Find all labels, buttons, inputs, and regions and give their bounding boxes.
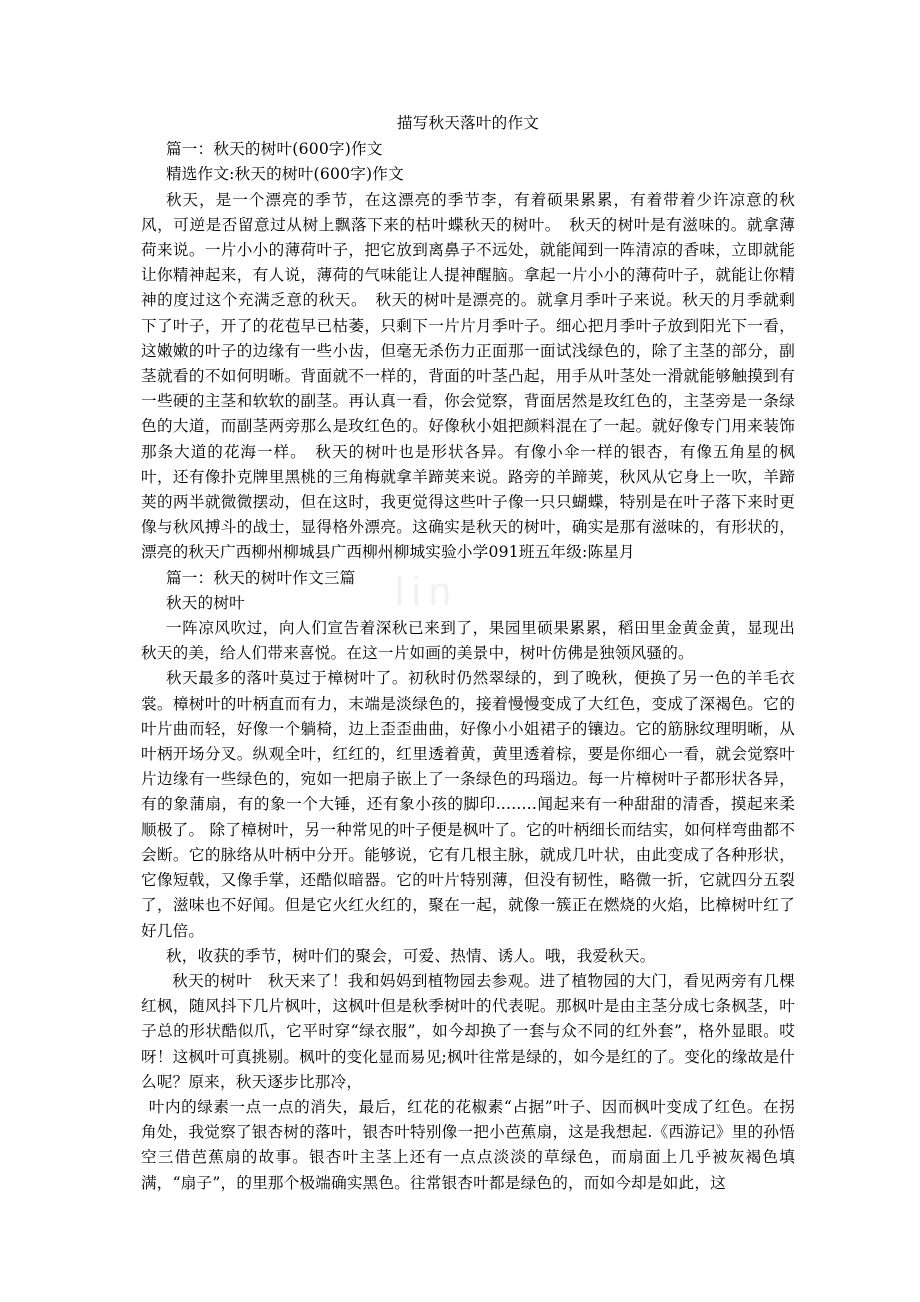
section-heading: 篇一：秋天的树叶作文三篇 (165, 568, 356, 587)
section-heading: 篇一：秋天的树叶(600字)作文 (165, 140, 383, 159)
body-paragraph: 秋天，是一个漂亮的季节，在这漂亮的季节李，有着硕果累累，有着带着少许凉意的秋风，可逆是否留意过从树上飘落下来的枯叶蝶秋天的树叶。 秋天的树叶是有滋味的。就拿薄荷来说。一片小小的薄荷叶子，把它放到离鼻子不远处，就能闻到一阵清凉的香味，立即就能让你精神起来，有人说，薄荷的气味能让人提神醒脑。拿起一片小小的薄荷叶子，就能让你精神的度过这个充满乏意的秋天。 秋天的树叶是漂亮的。就拿月季叶子来说。秋天的月季就剩下了叶子，开了的花苞早已枯萎，只剩下一片片月季叶子。细心把月季叶子放到阳光下一看，这嫩嫩的叶子的边缘有一些小齿，但毫无杀伤力正面那一面试浅绿色的，除了主茎的部分，副茎就看的不如何明晰。背面就不一样的，背面的叶茎凸起，用手从叶茎处一滑就能够触摸到有一些硬的主茎和软软的副茎。再认真一看，你会觉察，背面居然是玫红色的，主茎旁是一条绿色的大道，而副茎两旁那么是玫红色的。好像秋小姐把颜料混在了一起。就好像专门用来装饰那条大道的花海一样。 秋天的树叶也是形状各异。有像小伞一样的银杏，有像五角星的枫叶，还有像扑克牌里黑桃的三角梅就拿羊蹄荚来说。路旁的羊蹄荚，秋风从它身上一吹，羊蹄荚的两半就微微摆动，但在这时，我更觉得这些叶子像一只只蝴蝶，特别是在叶子落下来时更像与秋风搏斗的战士，显得格外漂亮。这确实是秋天的树叶，确实是那有滋味的，有形状的，漂亮的秋天广西柳州柳城县广西柳州柳城实验小学091班五年级:陈星月 (141, 190, 795, 562)
body-paragraph: 叶内的绿素一点一点的消失，最后，红花的花椒素“占据”叶子、因而枫叶变成了红色。在拐角处，我觉察了银杏树的落叶，银杏叶特别像一把小芭蕉扇，这是我想起.《西游记》里的孙悟空三借芭蕉扇的故事。银杏叶主茎上还有一点点淡淡的草绿色，而扇面上几乎被灰褐色填满，“扇子”，的里那个极端确实黑色。往常银杏叶都是绿色的，而如今却是如此，这 (141, 1097, 795, 1192)
document-title: 描写秋天落叶的作文 (396, 114, 540, 132)
document-page (141, 111, 795, 1196)
section-subheading: 精选作文:秋天的树叶(600字)作文 (165, 165, 404, 184)
watermark: lin (395, 570, 460, 614)
body-paragraph: 一阵凉风吹过，向人们宣告着深秋已来到了，果园里硕果累累，稻田里金黄金黄，显现出秋天的美，给人们带来喜悦。在这一片如画的美景中，树叶仿佛是独领风骚的。 (141, 619, 795, 663)
essay-title: 秋天的树叶 (165, 593, 245, 612)
body-paragraph: 秋，收获的季节，树叶们的聚会，可爱、热情、诱人。哦，我爱秋天。 (165, 946, 656, 965)
body-paragraph: 秋天的树叶 秋天来了！我和妈妈到植物园去参观。进了植物园的大门，看见两旁有几棵红枫，随风抖下几片枫叶，这枫叶但是秋季树叶的代表呢。那枫叶是由主茎分成七条枫茎，叶子总的形状酷似爪，它平时穿“绿衣服”，如今却换了一套与众不同的红外套”，格外显眼。哎呀！这枫叶可真挑剔。枫叶的变化显而易见;枫叶往常是绿的，如今是红的了。变化的缘故是什么呢？原来，秋天逐步比那冷， (141, 971, 795, 1091)
body-paragraph: 秋天最多的落叶莫过于樟树叶了。初秋时仍然翠绿的，到了晚秋，便换了另一色的羊毛衣裳。樟树叶的叶柄直而有力，末端是淡绿色的，接着慢慢变成了大红色，变成了深褐色。它的叶片曲而轻，好像一个躺椅，边上歪歪曲曲，好像小小姐裙子的镶边。它的筋脉纹理明晰，从叶柄开场分叉。纵观全叶，红红的，红里透着黄，黄里透着棕，要是你细心一看，就会觉察叶片边缘有一些绿色的，宛如一把扇子嵌上了一条绿色的玛瑙边。每一片樟树叶子都形状各异，有的象蒲扇，有的象一个大锤，还有象小孩的脚印........闻起来有一种甜甜的清香，摸起来柔顺极了。 除了樟树叶，另一种常见的叶子便是枫叶了。它的叶柄细长而结实，如何样弯曲都不会断。它的脉络从叶柄中分开。能够说，它有几根主脉，就成几叶状，由此变成了各种形状，它像短戟，又像手掌，还酷似暗器。它的叶片特别薄，但没有韧性，略微一折，它就四分五裂了，滋味也不好闻。但是它火红火红的，聚在一起，就像一簇正在燃烧的火焰，比樟树叶红了好几倍。 (141, 669, 795, 940)
